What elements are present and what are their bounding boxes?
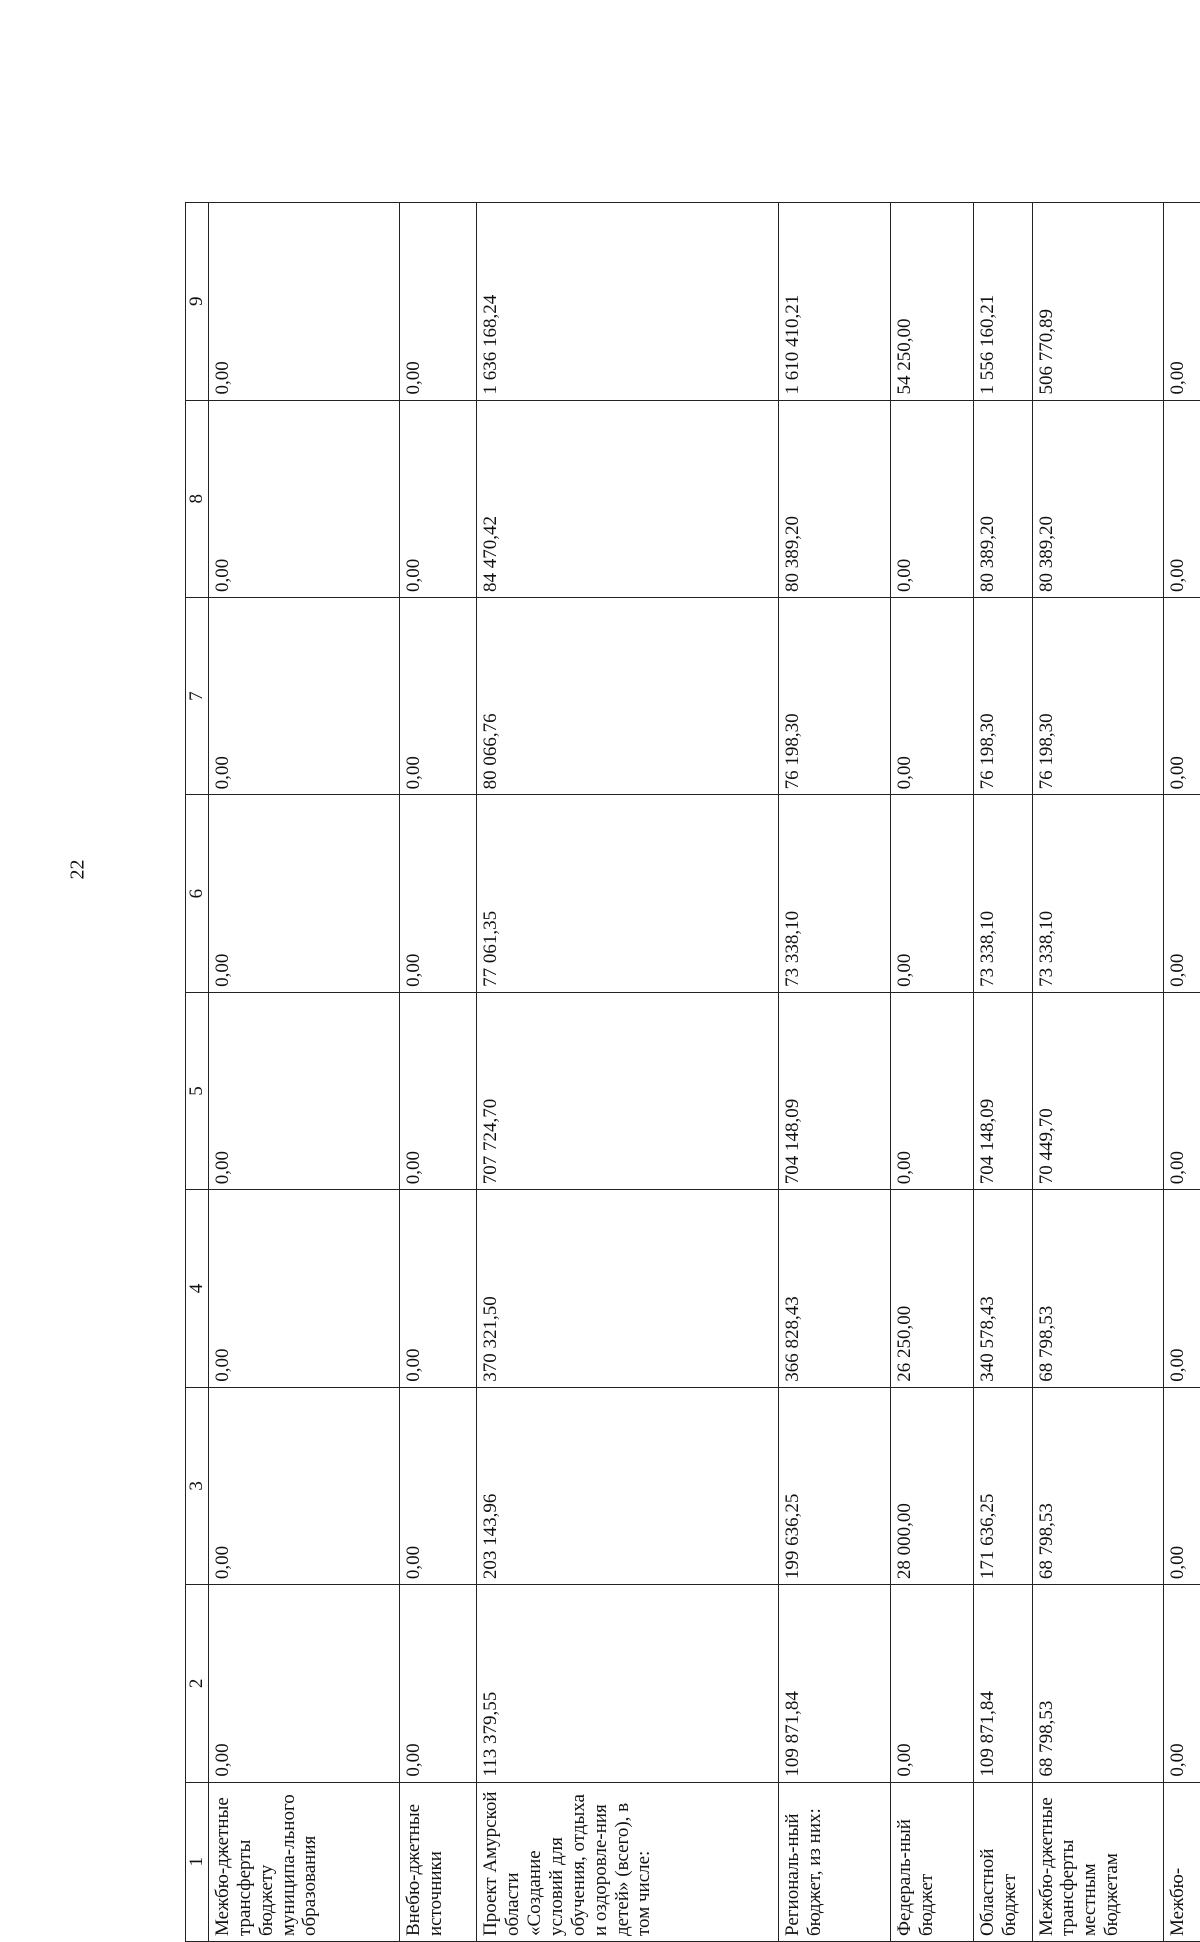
table-cell: 199 636,25 — [779, 1387, 891, 1584]
column-header: 3 — [186, 1387, 209, 1584]
table-cell: 0,00 — [1163, 992, 1200, 1189]
table-cell: 704 148,09 — [974, 992, 1032, 1189]
table-cell: 0,00 — [400, 1585, 477, 1782]
table-cell: 109 871,84 — [974, 1585, 1032, 1782]
column-header: 7 — [186, 597, 209, 794]
column-header: 1 — [186, 1782, 209, 1941]
table-cell: 68 798,53 — [1032, 1387, 1163, 1584]
table-cell: 0,00 — [1163, 203, 1200, 401]
table-cell: 366 828,43 — [779, 1190, 891, 1387]
row-label: Межбю-джетные трансферты местным бюджетам — [1032, 1782, 1163, 1941]
row-label: Межбю-джетные трансферты бюджету муниципа-льного образования — [209, 1782, 400, 1941]
table-cell: 0,00 — [1163, 1387, 1200, 1584]
table-cell: 1 556 160,21 — [974, 203, 1032, 401]
table-cell: 0,00 — [209, 597, 400, 794]
table-cell: 80 066,76 — [477, 597, 779, 794]
table-cell: 73 338,10 — [974, 795, 1032, 992]
table-cell: 76 198,30 — [974, 597, 1032, 794]
rotated-table-container — [185, 202, 1200, 1942]
table-cell: 0,00 — [209, 992, 400, 1189]
table-cell: 0,00 — [1163, 400, 1200, 597]
table-cell: 77 061,35 — [477, 795, 779, 992]
column-header: 4 — [186, 1190, 209, 1387]
table-cell: 0,00 — [1163, 1585, 1200, 1782]
table-cell: 0,00 — [400, 992, 477, 1189]
table-cell: 0,00 — [209, 203, 400, 401]
table-cell: 0,00 — [400, 597, 477, 794]
table-cell: 0,00 — [891, 992, 974, 1189]
table-cell: 109 871,84 — [779, 1585, 891, 1782]
table-cell: 0,00 — [209, 795, 400, 992]
table-cell: 0,00 — [891, 400, 974, 597]
column-header: 6 — [186, 795, 209, 992]
table-row — [974, 203, 1032, 1942]
table-cell: 76 198,30 — [1032, 597, 1163, 794]
table-cell: 73 338,10 — [779, 795, 891, 992]
table-cell: 80 389,20 — [1032, 400, 1163, 597]
table-cell: 0,00 — [209, 1190, 400, 1387]
row-label: Внебю-джетные источники — [400, 1782, 477, 1941]
table-header-row — [186, 203, 209, 1942]
column-header: 9 — [186, 203, 209, 401]
table-cell: 0,00 — [1163, 597, 1200, 794]
row-label: Межбю- — [1163, 1782, 1200, 1941]
table-cell: 0,00 — [891, 597, 974, 794]
table-cell: 171 636,25 — [974, 1387, 1032, 1584]
column-header: 2 — [186, 1585, 209, 1782]
table-cell: 80 389,20 — [974, 400, 1032, 597]
table-cell: 0,00 — [209, 400, 400, 597]
table-cell: 54 250,00 — [891, 203, 974, 401]
table-cell: 1 636 168,24 — [477, 203, 779, 401]
table-row — [400, 203, 477, 1942]
table-cell: 370 321,50 — [477, 1190, 779, 1387]
budget-table — [185, 202, 1200, 1942]
table-row — [477, 203, 779, 1942]
table-cell: 0,00 — [400, 795, 477, 992]
table-cell: 76 198,30 — [779, 597, 891, 794]
table-cell: 707 724,70 — [477, 992, 779, 1189]
table-row — [891, 203, 974, 1942]
table-cell: 84 470,42 — [477, 400, 779, 597]
table-cell: 28 000,00 — [891, 1387, 974, 1584]
table-cell: 704 148,09 — [779, 992, 891, 1189]
table-cell: 340 578,43 — [974, 1190, 1032, 1387]
page-number: 22 — [66, 859, 89, 880]
table-cell: 0,00 — [1163, 795, 1200, 992]
column-header: 8 — [186, 400, 209, 597]
table-cell: 0,00 — [1163, 1190, 1200, 1387]
table-cell: 26 250,00 — [891, 1190, 974, 1387]
row-label: Областной бюджет — [974, 1782, 1032, 1941]
table-row — [1032, 203, 1163, 1942]
table-row — [1163, 203, 1200, 1942]
column-header: 5 — [186, 992, 209, 1189]
table-cell: 0,00 — [209, 1585, 400, 1782]
row-label: Региональ-ный бюджет, из них: — [779, 1782, 891, 1941]
table-row — [209, 203, 400, 1942]
row-label: Проект Амурской области «Создание условий для обучения, отдыха и оздоровле-ния детей» (всего), в том числе: — [477, 1782, 779, 1941]
table-cell: 68 798,53 — [1032, 1190, 1163, 1387]
table-cell: 0,00 — [400, 1190, 477, 1387]
table-cell: 0,00 — [400, 400, 477, 597]
table-cell: 80 389,20 — [779, 400, 891, 597]
table-cell: 0,00 — [400, 1387, 477, 1584]
table-cell: 506 770,89 — [1032, 203, 1163, 401]
table-cell: 203 143,96 — [477, 1387, 779, 1584]
table-cell: 1 610 410,21 — [779, 203, 891, 401]
table-cell: 68 798,53 — [1032, 1585, 1163, 1782]
table-cell: 0,00 — [891, 795, 974, 992]
table-cell: 0,00 — [400, 203, 477, 401]
table-cell: 70 449,70 — [1032, 992, 1163, 1189]
table-cell: 0,00 — [209, 1387, 400, 1584]
table-cell: 73 338,10 — [1032, 795, 1163, 992]
table-cell: 113 379,55 — [477, 1585, 779, 1782]
table-cell: 0,00 — [891, 1585, 974, 1782]
table-row — [779, 203, 891, 1942]
row-label: Федераль-ный бюджет — [891, 1782, 974, 1941]
